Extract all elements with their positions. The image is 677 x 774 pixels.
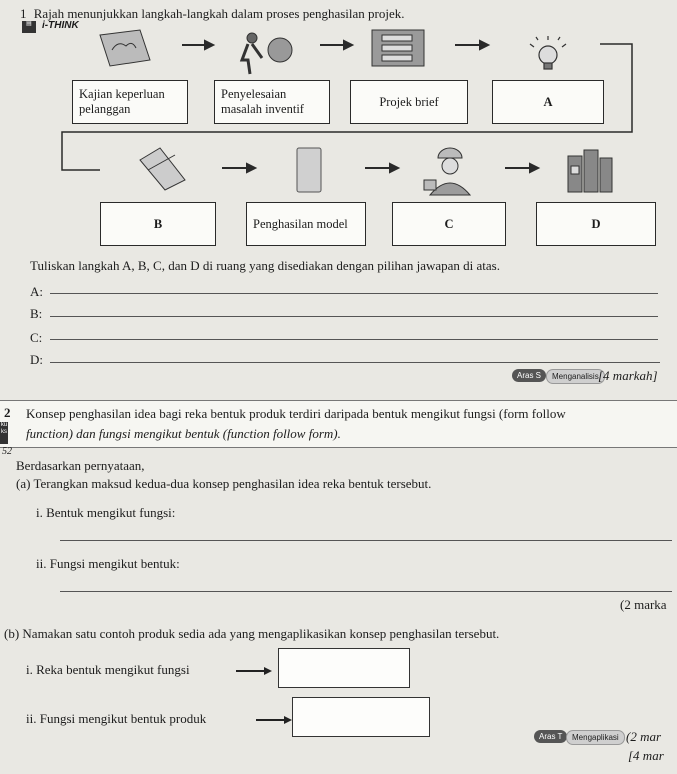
- box-step-a: A: [492, 80, 604, 124]
- q2-b-marks: (2 mar: [626, 729, 662, 744]
- answer-box-b-ii[interactable]: [292, 697, 430, 737]
- skill-badge-menganalisis: Menganalisis: [546, 369, 605, 384]
- clipboard-hand-icon: [100, 30, 150, 66]
- q2-total-marks: [4 mar: [628, 748, 664, 763]
- box-step-c: C: [392, 202, 506, 246]
- q2-b-ii: ii. Fungsi mengikut bentuk produk: [26, 711, 207, 726]
- skill-badge-mengaplikasi: Mengaplikasi: [566, 730, 625, 745]
- sidebar-tab: ku ks: [0, 422, 8, 444]
- answer-line-a-i[interactable]: [60, 540, 672, 541]
- q1-marks: [4 markah]: [598, 368, 658, 383]
- box-step-d: D: [536, 202, 656, 246]
- q2-part-a: (a) Terangkan maksud kedua-dua konsep penghasilan idea reka bentuk tersebut.: [16, 476, 432, 491]
- answer-line-b[interactable]: [50, 316, 658, 317]
- answer-line-a-ii[interactable]: [60, 591, 672, 592]
- engineer-helmet-icon: [424, 148, 470, 195]
- q2-a-i: i. Bentuk mengikut fungsi:: [36, 505, 176, 520]
- box-penghasilan-model: Penghasilan model: [246, 202, 366, 246]
- level-badge-t: Aras T: [534, 730, 567, 743]
- sketch-pencil-icon: [140, 148, 185, 190]
- binders-icon: [568, 150, 612, 192]
- q2-statement-line1: Konsep penghasilan idea bagi reka bentuk produk terdiri daripada bentuk mengikut fungsi (form follow: [26, 406, 566, 421]
- q2-part-b: (b) Namakan satu contoh produk sedia ada yang mengaplikasikan konsep penghasilan tersebut.: [4, 626, 500, 641]
- blank-panel-icon: [297, 148, 321, 192]
- q2-a-ii: ii. Fungsi mengikut bentuk:: [36, 556, 180, 571]
- box-kajian-keperluan: Kajian keperluan pelanggan: [72, 80, 188, 124]
- answer-label-b: B:: [30, 306, 43, 321]
- q2-number: 2: [4, 405, 11, 420]
- arrow-right-icon: [236, 666, 276, 676]
- q2-intro: Berdasarkan pernyataan,: [16, 458, 145, 473]
- arrow-right-icon: [256, 715, 296, 725]
- answer-label-a: A:: [30, 284, 43, 299]
- book-icon: ▤: [22, 21, 36, 33]
- q1-number: 1: [20, 6, 27, 21]
- answer-line-d[interactable]: [50, 362, 660, 363]
- q2-a-marks: (2 marka: [620, 597, 667, 612]
- q1-task: Tuliskan langkah A, B, C, dan D di ruang yang disediakan dengan pilihan jawapan di atas.: [30, 258, 500, 273]
- person-puzzle-icon: [242, 33, 292, 74]
- level-badge-s: Aras S: [512, 369, 546, 382]
- q1-instruction: Rajah menunjukkan langkah-langkah dalam proses penghasilan projek.: [33, 6, 405, 21]
- answer-line-a[interactable]: [50, 293, 658, 294]
- answer-line-c[interactable]: [50, 339, 658, 340]
- answer-label-d: D:: [30, 352, 43, 367]
- answer-label-c: C:: [30, 330, 43, 345]
- ithink-label: i-THINK: [42, 20, 79, 31]
- lightbulb-icon: [530, 36, 566, 69]
- answer-box-b-i[interactable]: [278, 648, 410, 688]
- box-step-b: B: [100, 202, 216, 246]
- brief-documents-icon: [372, 30, 424, 66]
- box-projek-brief: Projek brief: [350, 80, 468, 124]
- page-ref: 52: [2, 446, 12, 457]
- box-penyelesaian-masalah: Penyelesaian masalah inventif: [214, 80, 330, 124]
- q2-b-i: i. Reka bentuk mengikut fungsi: [26, 662, 190, 677]
- q2-statement-line2: function) dan fungsi mengikut bentuk (function follow form).: [26, 426, 341, 441]
